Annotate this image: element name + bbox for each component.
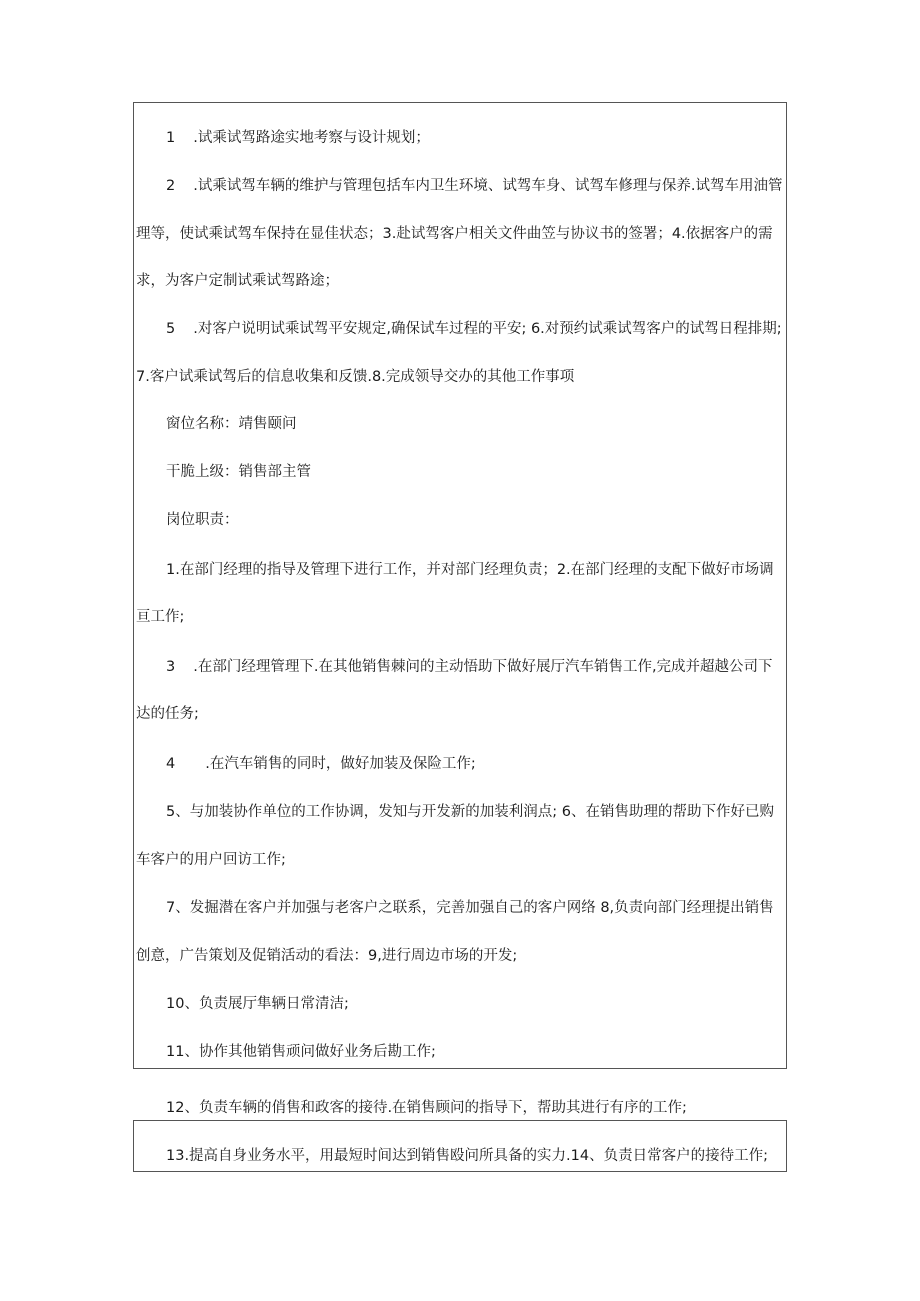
text-line-1 <box>136 128 784 148</box>
line-text: 5、与加装协作单位的工作协调，发知与开发新的加装利润点; 6、在销售助理的帮助下作好已购 <box>166 804 774 820</box>
line-text: 7.客户试乘试驾后的信息收集和反馈.8.完成领导交办的其他工作事项 <box>136 369 575 385</box>
line-text: .在汽车销售的同时，做好加装及保险工作; <box>205 756 476 772</box>
list-number: 3 <box>166 659 176 675</box>
line-text: .试乘试驾路途实地考察与设计规划； <box>193 130 430 146</box>
direct-superior <box>136 462 784 482</box>
text-line-22 <box>136 1146 784 1166</box>
text-line-15 <box>136 802 784 822</box>
line-text: 干脆上级：销售部主管 <box>166 464 311 480</box>
line-text: 7、发掘潜在客户并加强与老客户之联系，完善加强自己的客户网络 8,负责向部门经理提出销售 <box>166 900 774 916</box>
text-line-20 <box>136 1042 784 1062</box>
line-text: 12、负责车辆的俏售和政客的接待.在销售顾问的指导下，帮助其进行有序的工作; <box>166 1100 687 1116</box>
line-text: 理等，使试乘试驾车保持在显佳状态；3.赴试驾客户相关文件曲笠与协议书的签署；4.依据客户的需 <box>136 226 773 242</box>
line-text: .在部门经理管理下.在其他销售棘问的主动悟助下做好展厅汽车销售工作,完成并超越公司下 <box>193 659 773 675</box>
position-name <box>136 414 784 434</box>
list-number: 1 <box>166 130 176 146</box>
line-text: 10、负责展厅隼辆日常清洁; <box>166 996 349 1012</box>
text-line-14 <box>136 754 784 774</box>
text-line-16 <box>136 850 784 870</box>
text-line-17 <box>136 898 784 918</box>
line-text: .试乘试驾车辆的维护与管理包括车内卫生环境、试驾车身、试驾车修理与保养.试驾车用油管 <box>193 178 783 194</box>
line-text: 达的任务; <box>136 706 199 722</box>
text-line-10 <box>136 560 784 580</box>
text-line-3 <box>136 224 784 244</box>
list-number: 2 <box>166 178 176 194</box>
text-line-21 <box>136 1098 784 1118</box>
text-line-19 <box>136 994 784 1014</box>
line-text: 求，为客户定制试乘试驾路途； <box>136 273 339 289</box>
text-line-11 <box>136 607 784 627</box>
content-frame <box>133 102 787 1069</box>
list-number: 5 <box>166 321 176 337</box>
text-line-6 <box>136 367 784 387</box>
section-heading <box>136 510 784 530</box>
line-text: 1.在部门经理的指导及管理下进行工作，并对部门经理负责；2.在部门经理的支配下做好市场调 <box>166 562 774 578</box>
line-text: 窗位名称：靖售颐问 <box>166 416 297 432</box>
line-text: 亘工作; <box>136 609 185 625</box>
text-line-2 <box>136 176 784 196</box>
line-text: .对客户说明试乘试驾平安规定,确保试车过程的平安; 6.对预约试乘试驾客户的试驾日程排期; <box>193 321 782 337</box>
text-line-18 <box>136 946 784 966</box>
line-text: 13.提高自身业务水平，用最短时间达到销售殴问所具备的实力.14、负责日常客户的接待工作; <box>166 1148 769 1164</box>
text-line-12 <box>136 657 784 677</box>
text-line-4 <box>136 271 784 291</box>
text-line-13 <box>136 704 784 724</box>
text-line-5 <box>136 319 784 339</box>
line-text: 11、协作其他销售顽问做好业务后勘工作; <box>166 1044 436 1060</box>
list-number: 4 <box>166 756 176 772</box>
line-text: 创意，广告策划及促销活动的看法：9,进行周边市场的开发; <box>136 948 518 964</box>
line-text: 岗位职责： <box>166 512 239 528</box>
line-text: 车客户的用户回访工作; <box>136 852 286 868</box>
